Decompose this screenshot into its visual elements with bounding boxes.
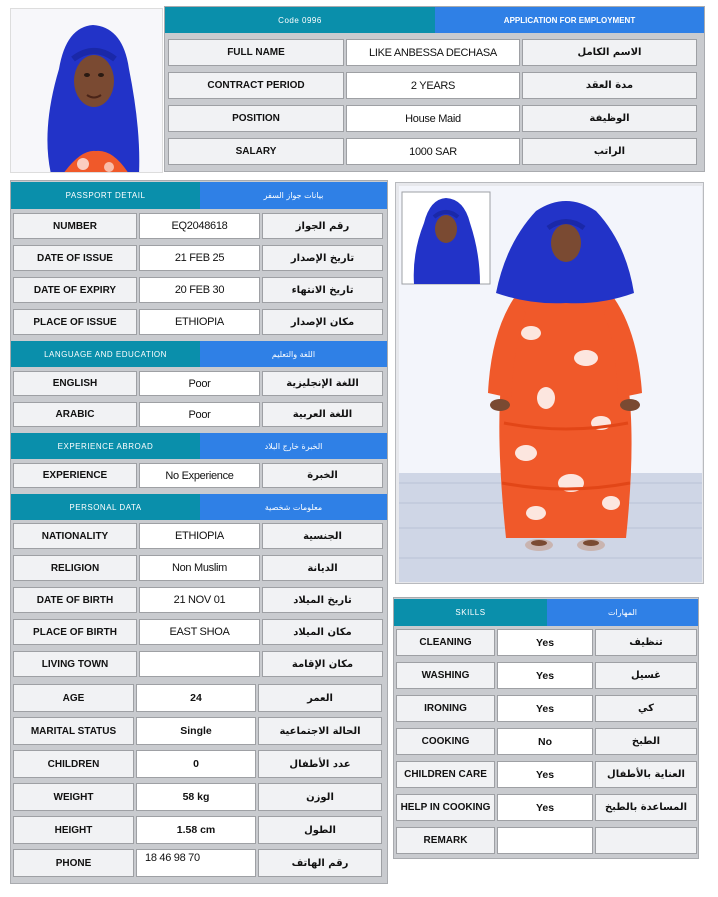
- table-row: [13, 783, 382, 811]
- table-row: [168, 105, 697, 132]
- row-label: EXPERIENCE: [13, 463, 137, 488]
- row-label: IRONING: [396, 695, 495, 722]
- passport-header: [11, 182, 387, 209]
- row-label: DATE OF EXPIRY: [13, 277, 137, 303]
- row-label: COOKING: [396, 728, 495, 755]
- row-label: CONTRACT PERIOD: [168, 72, 344, 99]
- table-row: [13, 523, 383, 549]
- table-row: [13, 371, 383, 396]
- row-value: 20 FEB 30: [139, 277, 260, 303]
- row-value: EAST SHOA: [139, 619, 260, 645]
- row-label: REMARK: [396, 827, 495, 854]
- passport-title-ar: بيانات جواز السفر: [200, 182, 387, 209]
- row-value: Yes: [497, 794, 593, 821]
- row-value: ETHIOPIA: [139, 309, 260, 335]
- row-value: Yes: [497, 629, 593, 656]
- row-value: 18 46 98 70: [136, 849, 256, 877]
- table-row: [13, 555, 383, 581]
- row-value: ETHIOPIA: [139, 523, 260, 549]
- table-row: [396, 794, 697, 821]
- table-row: [13, 651, 383, 677]
- table-row: [13, 463, 383, 488]
- row-label-ar: الجنسية: [262, 523, 383, 549]
- row-value: House Maid: [346, 105, 520, 132]
- table-row: [13, 619, 383, 645]
- skills-title-ar: المهارات: [547, 599, 698, 626]
- row-label-ar: تنظيف: [595, 629, 697, 656]
- table-row: [396, 827, 697, 854]
- row-label-ar: كي: [595, 695, 697, 722]
- row-label-ar: مكان الميلاد: [262, 619, 383, 645]
- row-label: PHONE: [13, 849, 134, 877]
- row-label-ar: رقم الهاتف: [258, 849, 382, 877]
- row-label: DATE OF BIRTH: [13, 587, 137, 613]
- skills-header: [394, 599, 698, 626]
- row-label-ar: عدد الأطفال: [258, 750, 382, 778]
- row-value: 0: [136, 750, 256, 778]
- row-value: 1.58 cm: [136, 816, 256, 844]
- row-value: Non Muslim: [139, 555, 260, 581]
- row-label: PLACE OF BIRTH: [13, 619, 137, 645]
- row-label-ar: الراتب: [522, 138, 697, 165]
- table-row: [13, 402, 383, 427]
- full-body-photo-frame: [395, 182, 704, 584]
- row-value: [139, 651, 260, 677]
- row-label: WEIGHT: [13, 783, 134, 811]
- row-label: WASHING: [396, 662, 495, 689]
- row-value: [497, 827, 593, 854]
- row-label-ar: مكان الإقامة: [262, 651, 383, 677]
- experience-title-en: EXPERIENCE ABROAD: [11, 433, 200, 459]
- row-label-ar: الوظيفة: [522, 105, 697, 132]
- row-label-ar: الخبرة: [262, 463, 383, 488]
- portrait-illustration: [11, 9, 163, 173]
- table-row: [396, 662, 697, 689]
- row-value: 21 FEB 25: [139, 245, 260, 271]
- row-label-ar: الطبخ: [595, 728, 697, 755]
- row-label-ar: [595, 827, 697, 854]
- table-row: [13, 245, 383, 271]
- row-value: 1000 SAR: [346, 138, 520, 165]
- row-value: Single: [136, 717, 256, 745]
- row-value: Yes: [497, 761, 593, 788]
- row-label: RELIGION: [13, 555, 137, 581]
- table-row: [13, 816, 382, 844]
- row-label: ENGLISH: [13, 371, 137, 396]
- row-label-ar: اللغة العربية: [262, 402, 383, 427]
- passport-title-en: PASSPORT DETAIL: [11, 182, 200, 209]
- row-label: DATE OF ISSUE: [13, 245, 137, 271]
- row-label: SALARY: [168, 138, 344, 165]
- table-row: [13, 277, 383, 303]
- row-label: ARABIC: [13, 402, 137, 427]
- row-value: No: [497, 728, 593, 755]
- personal-title-en: PERSONAL DATA: [11, 494, 200, 520]
- row-label: POSITION: [168, 105, 344, 132]
- row-label: HEIGHT: [13, 816, 134, 844]
- row-value: Yes: [497, 695, 593, 722]
- table-row: [13, 750, 382, 778]
- row-label-ar: تاريخ الميلاد: [262, 587, 383, 613]
- row-value: Poor: [139, 371, 260, 396]
- row-label: NATIONALITY: [13, 523, 137, 549]
- table-row: [13, 213, 383, 239]
- table-row: [13, 587, 383, 613]
- row-label-ar: الحالة الاجتماعية: [258, 717, 382, 745]
- personal-header: [11, 494, 387, 520]
- code-label: Code 0996: [165, 7, 435, 33]
- table-row: [396, 761, 697, 788]
- skills-title-en: SKILLS: [394, 599, 547, 626]
- row-value: No Experience: [139, 463, 260, 488]
- row-label: CHILDREN: [13, 750, 134, 778]
- table-row: [396, 629, 697, 656]
- row-label-ar: العمر: [258, 684, 382, 712]
- row-label: PLACE OF ISSUE: [13, 309, 137, 335]
- language-header: [11, 341, 387, 367]
- row-label-ar: رقم الجواز: [262, 213, 383, 239]
- row-label: NUMBER: [13, 213, 137, 239]
- row-label-ar: مدة العقد: [522, 72, 697, 99]
- row-label-ar: الوزن: [258, 783, 382, 811]
- row-label: AGE: [13, 684, 134, 712]
- row-value: LIKE ANBESSA DECHASA: [346, 39, 520, 66]
- full-body-illustration: [396, 183, 704, 584]
- table-row: [13, 717, 382, 745]
- portrait-photo: [10, 8, 163, 173]
- table-row: [13, 684, 382, 712]
- table-row: [168, 138, 697, 165]
- row-value: 58 kg: [136, 783, 256, 811]
- row-label: CHILDREN CARE: [396, 761, 495, 788]
- table-row: [396, 728, 697, 755]
- experience-header: [11, 433, 387, 459]
- row-label: FULL NAME: [168, 39, 344, 66]
- row-label-ar: المساعدة بالطبخ: [595, 794, 697, 821]
- row-label-ar: الديانة: [262, 555, 383, 581]
- row-label: MARITAL STATUS: [13, 717, 134, 745]
- row-label-ar: غسيل: [595, 662, 697, 689]
- row-label-ar: العناية بالأطفال: [595, 761, 697, 788]
- row-label: HELP IN COOKING: [396, 794, 495, 821]
- row-label-ar: اللغة الإنجليزية: [262, 371, 383, 396]
- row-value: 2 YEARS: [346, 72, 520, 99]
- application-header: [165, 7, 704, 33]
- row-label-ar: تاريخ الانتهاء: [262, 277, 383, 303]
- row-value: 21 NOV 01: [139, 587, 260, 613]
- row-value: Poor: [139, 402, 260, 427]
- table-row: [396, 695, 697, 722]
- row-label-ar: الاسم الكامل: [522, 39, 697, 66]
- row-label: CLEANING: [396, 629, 495, 656]
- language-title-ar: اللغة والتعليم: [200, 341, 387, 367]
- table-row: [13, 849, 382, 877]
- experience-title-ar: الخبرة خارج البلاد: [200, 433, 387, 459]
- row-value: EQ2048618: [139, 213, 260, 239]
- row-label-ar: الطول: [258, 816, 382, 844]
- row-label-ar: مكان الإصدار: [262, 309, 383, 335]
- row-value: 24: [136, 684, 256, 712]
- personal-title-ar: معلومات شخصية: [200, 494, 387, 520]
- row-label-ar: تاريخ الإصدار: [262, 245, 383, 271]
- row-label: LIVING TOWN: [13, 651, 137, 677]
- application-title: APPLICATION FOR EMPLOYMENT: [435, 7, 704, 33]
- row-value: Yes: [497, 662, 593, 689]
- table-row: [13, 309, 383, 335]
- table-row: [168, 39, 697, 66]
- table-row: [168, 72, 697, 99]
- language-title-en: LANGUAGE AND EDUCATION: [11, 341, 200, 367]
